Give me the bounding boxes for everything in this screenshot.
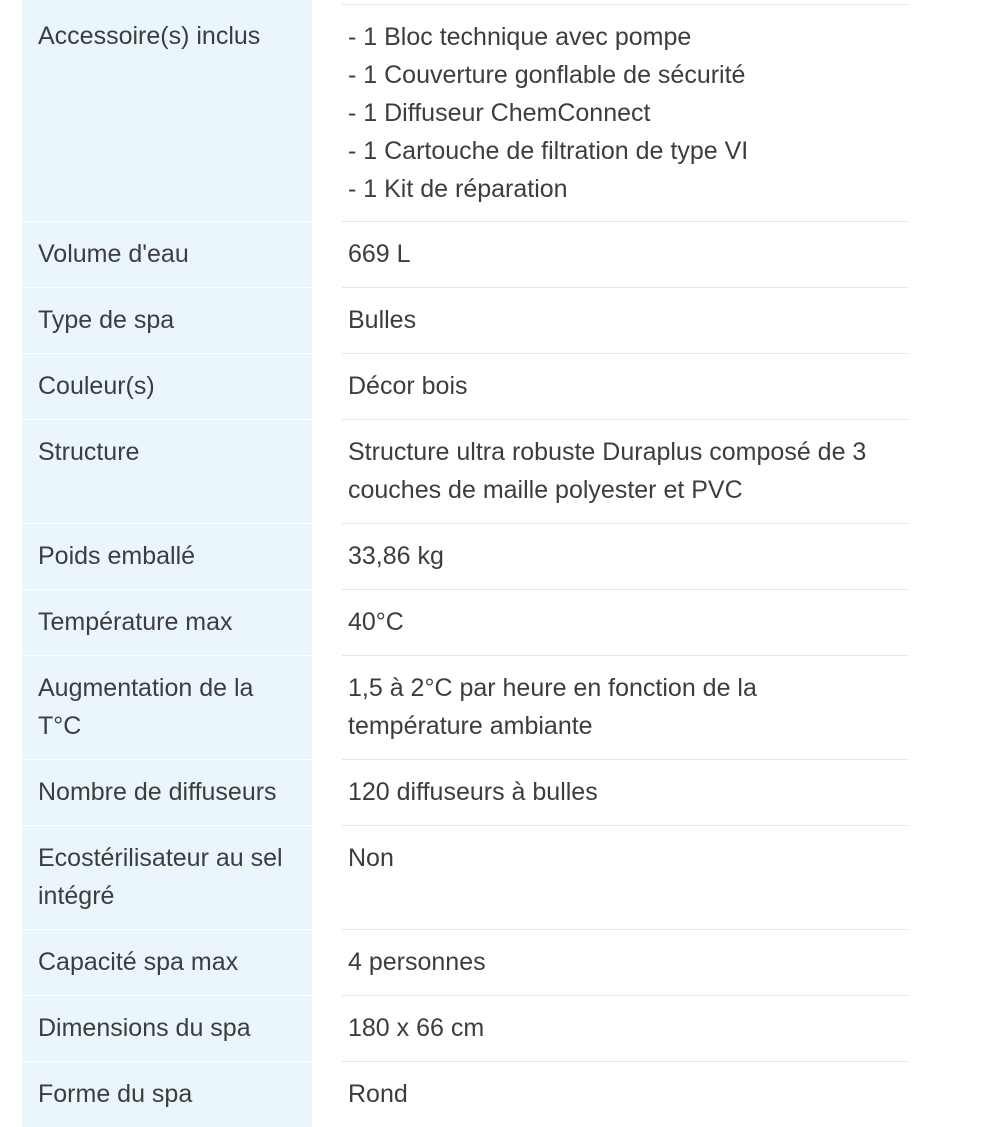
spec-row <box>22 353 908 419</box>
spec-value-line: Structure ultra robuste Duraplus composé de 3 <box>348 438 867 466</box>
spec-label <box>22 759 312 825</box>
column-gap <box>312 655 342 759</box>
spec-value-line: 40°C <box>348 608 404 636</box>
spec-row <box>22 287 908 353</box>
spec-value <box>342 589 908 655</box>
spec-value <box>342 4 908 221</box>
spec-label-line: Structure <box>38 438 140 466</box>
spec-label-line: intégré <box>38 882 115 910</box>
column-gap <box>312 995 342 1061</box>
spec-value-line: - 1 Bloc technique avec pompe <box>348 23 692 51</box>
spec-value-line: température ambiante <box>348 712 593 740</box>
column-gap <box>312 589 342 655</box>
spec-value-line: 4 personnes <box>348 948 486 976</box>
spec-value-line: Non <box>348 844 394 872</box>
spec-row <box>22 589 908 655</box>
spec-label <box>22 523 312 589</box>
spec-row <box>22 995 908 1061</box>
spec-value <box>342 759 908 825</box>
spec-label <box>22 655 312 759</box>
spec-value-line: couches de maille polyester et PVC <box>348 476 743 504</box>
column-gap <box>312 523 342 589</box>
spec-value-line: Bulles <box>348 306 417 334</box>
spec-label-line: Nombre de diffuseurs <box>38 778 277 806</box>
spec-label <box>22 221 312 287</box>
spec-value-line: 120 diffuseurs à bulles <box>348 778 598 806</box>
spec-row <box>22 929 908 995</box>
spec-label-line: Type de spa <box>38 306 175 334</box>
spec-value <box>342 287 908 353</box>
spec-value-line: Rond <box>348 1080 408 1108</box>
spec-row <box>22 825 908 929</box>
spec-label <box>22 287 312 353</box>
column-gap <box>312 419 342 523</box>
spec-value <box>342 221 908 287</box>
spec-label-line: Couleur(s) <box>38 372 155 400</box>
column-gap <box>312 221 342 287</box>
column-gap <box>312 825 342 929</box>
spec-label <box>22 0 312 221</box>
column-gap <box>312 4 342 221</box>
spec-value-line: Décor bois <box>348 372 468 400</box>
spec-label-line: Capacité spa max <box>38 948 239 976</box>
spec-label-line: Accessoire(s) inclus <box>38 22 261 50</box>
spec-label <box>22 589 312 655</box>
spec-row <box>22 523 908 589</box>
spec-row <box>22 655 908 759</box>
spec-row <box>22 1061 908 1127</box>
spec-label <box>22 825 312 929</box>
spec-value <box>342 825 908 929</box>
spec-label-line: Dimensions du spa <box>38 1014 251 1042</box>
column-gap <box>312 353 342 419</box>
column-gap <box>312 929 342 995</box>
spec-value <box>342 353 908 419</box>
spec-label-line: Augmentation de la <box>38 674 254 702</box>
spec-value-line: - 1 Diffuseur ChemConnect <box>348 99 651 127</box>
spec-label <box>22 929 312 995</box>
spec-label <box>22 419 312 523</box>
spec-label <box>22 995 312 1061</box>
spec-value-line: - 1 Cartouche de filtration de type VI <box>348 137 749 165</box>
spec-label <box>22 1061 312 1127</box>
spec-value <box>342 1061 908 1127</box>
spec-label-line: Poids emballé <box>38 542 196 570</box>
spec-value-line: - 1 Kit de réparation <box>348 175 568 203</box>
column-gap <box>312 759 342 825</box>
spec-value <box>342 655 908 759</box>
spec-row <box>22 759 908 825</box>
spec-label-line: Forme du spa <box>38 1080 193 1108</box>
spec-row <box>22 419 908 523</box>
spec-value <box>342 419 908 523</box>
spec-label-line: Température max <box>38 608 233 636</box>
spec-row <box>22 221 908 287</box>
spec-table <box>22 0 908 1127</box>
spec-value <box>342 995 908 1061</box>
spec-value <box>342 523 908 589</box>
column-gap <box>312 287 342 353</box>
spec-label-line: Ecostérilisateur au sel <box>38 844 283 872</box>
spec-row <box>22 4 908 221</box>
spec-value <box>342 929 908 995</box>
spec-label <box>22 353 312 419</box>
spec-label-line: Volume d'eau <box>38 240 189 268</box>
spec-value-line: 1,5 à 2°C par heure en fonction de la <box>348 674 757 702</box>
spec-value-line: 669 L <box>348 240 411 268</box>
spec-value-line: 180 x 66 cm <box>348 1014 485 1042</box>
spec-value-line: 33,86 kg <box>348 542 444 570</box>
spec-label-line: T°C <box>38 712 82 740</box>
spec-value-line: - 1 Couverture gonflable de sécurité <box>348 61 746 89</box>
column-gap <box>312 1061 342 1127</box>
